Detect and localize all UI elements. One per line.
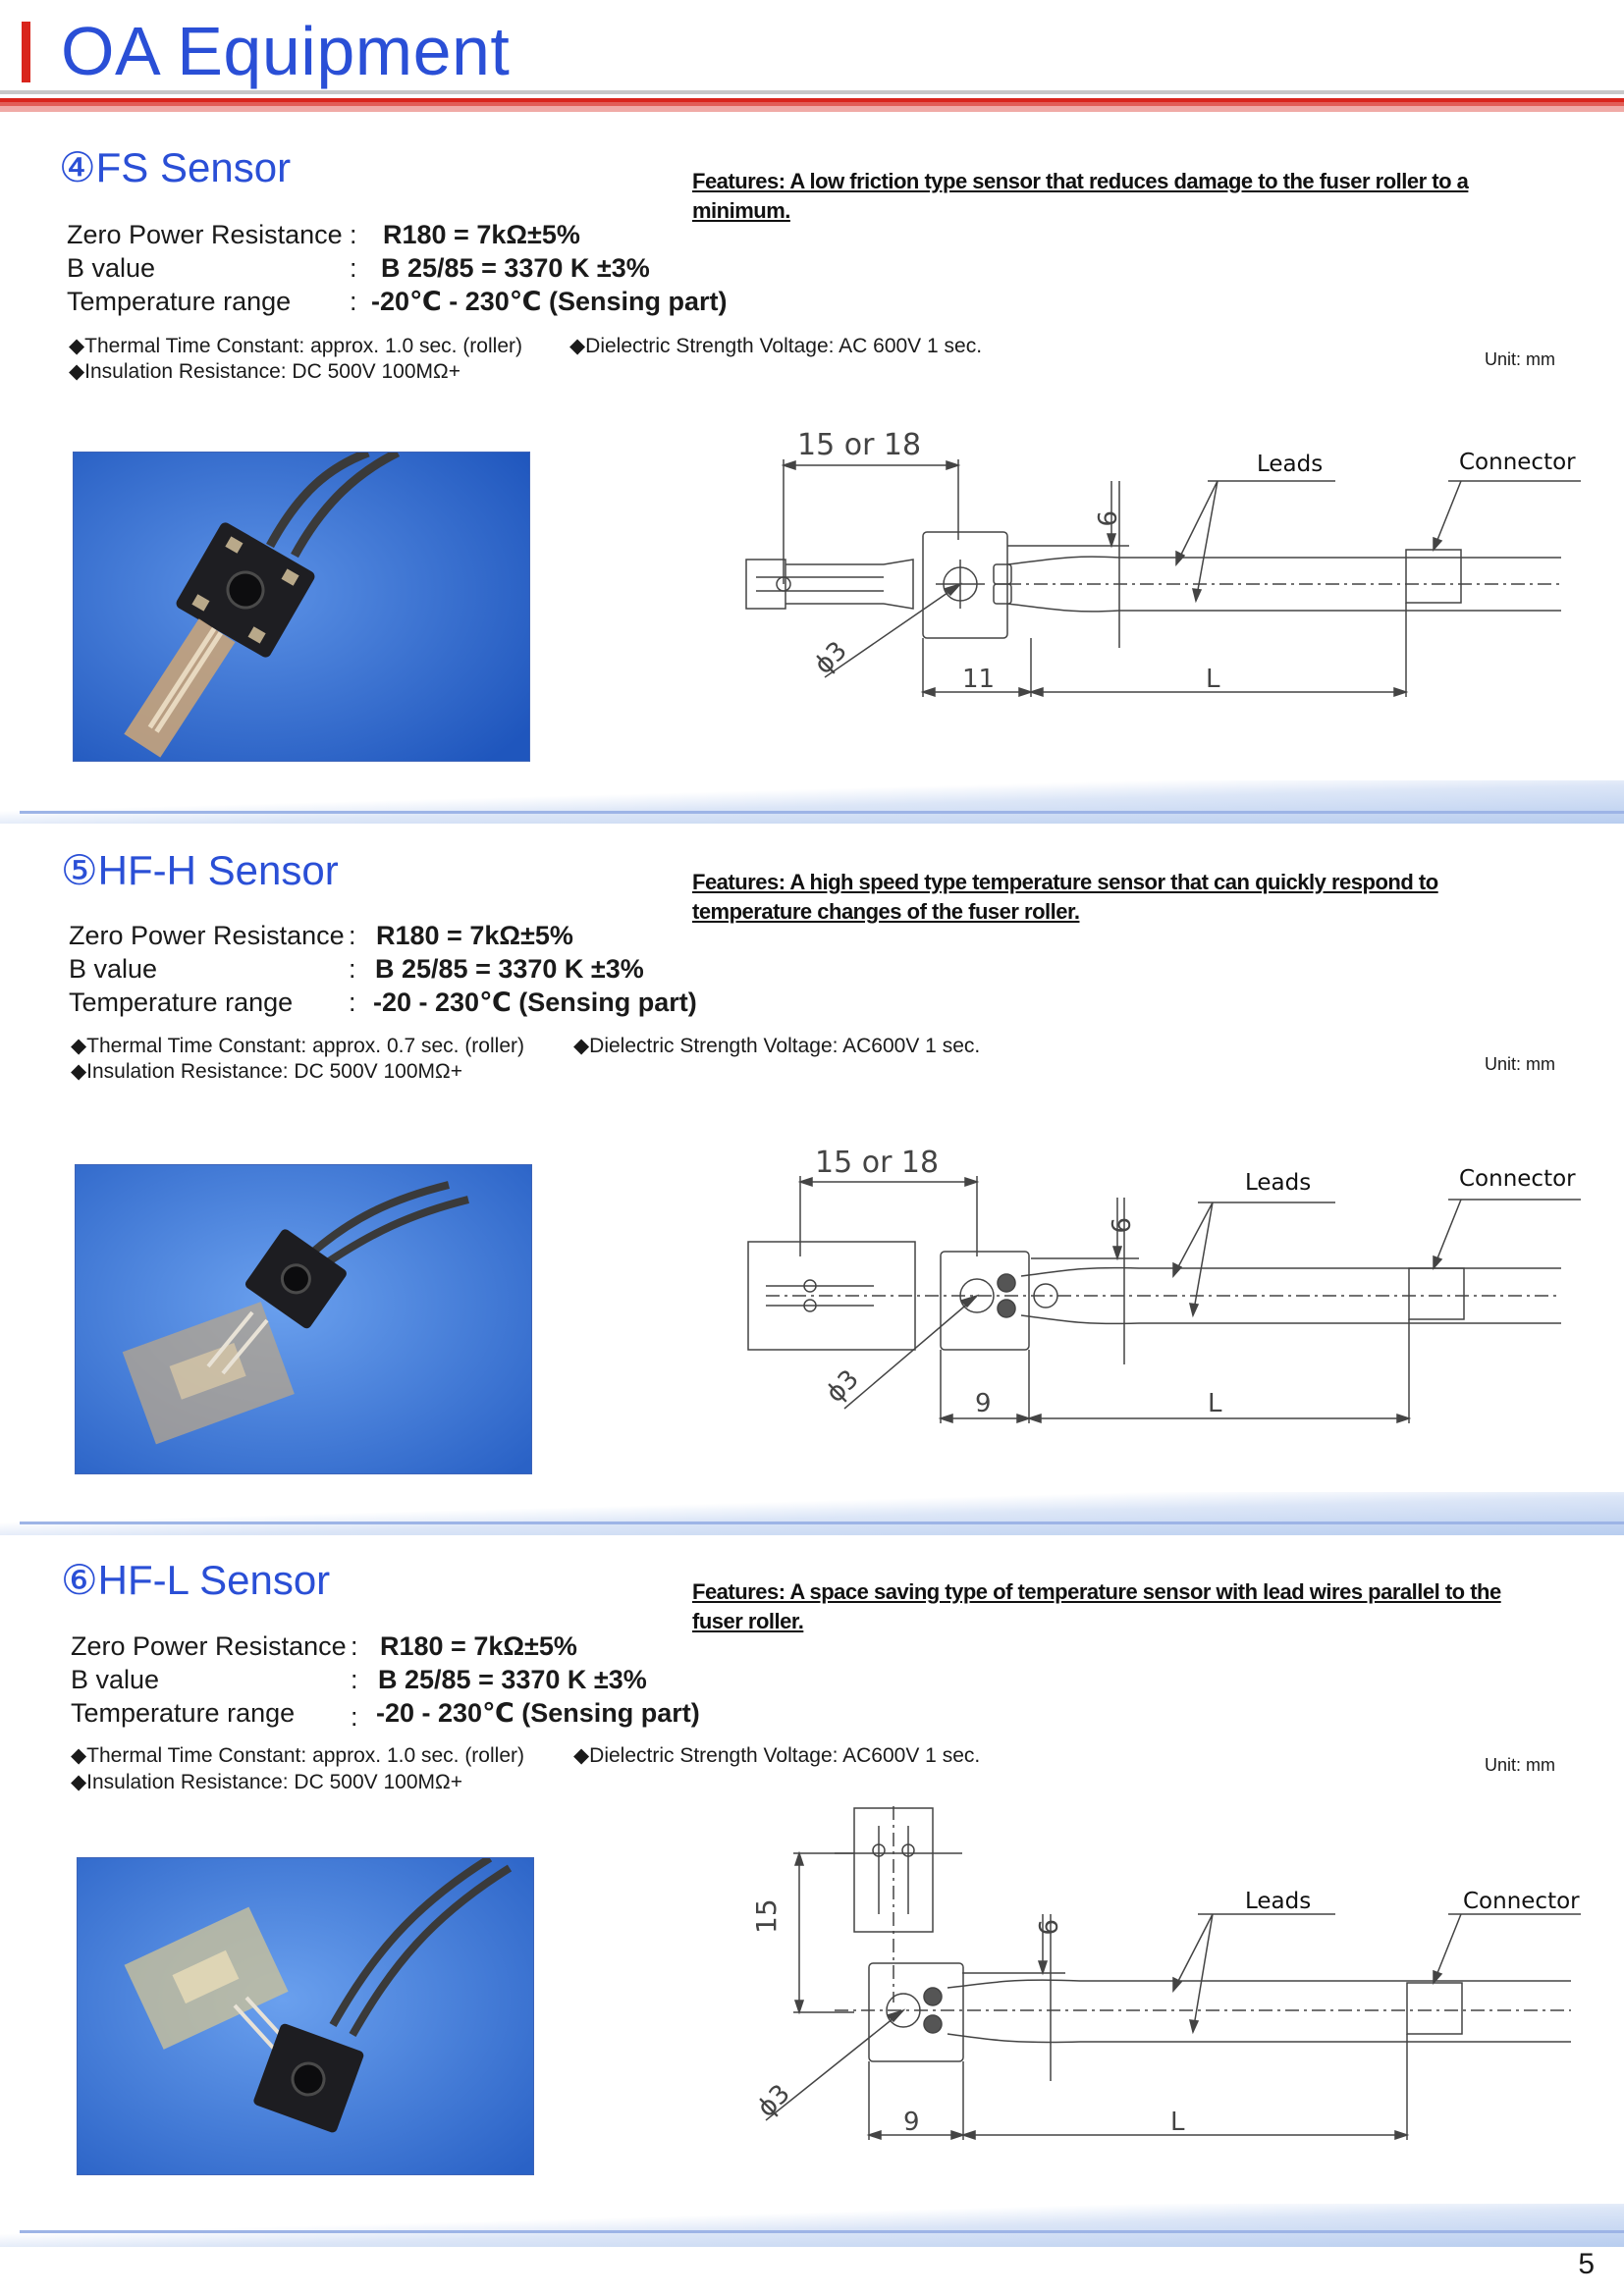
section-title-fs: ④FS Sensor: [59, 144, 292, 190]
temp-range-value: -20 - 230℃ (Sensing part): [376, 1698, 700, 1728]
leads-label: Leads: [1257, 452, 1324, 477]
dim-l: L: [1170, 2108, 1185, 2137]
dim-phi: ϕ3: [820, 1363, 865, 1409]
section-title-hf-h: ⑤HF-H Sensor: [61, 847, 339, 893]
title-accent-bar: [22, 22, 30, 82]
section-divider-line: [20, 2230, 1624, 2233]
note-thermal-time: ◆Thermal Time Constant: approx. 1.0 sec. (roller): [71, 1744, 524, 1767]
b-value-label: B value: [69, 954, 158, 984]
dimension-drawing-hf-l: [727, 1806, 1591, 2160]
spec-colon: :: [350, 287, 357, 316]
temp-range-value: -20℃ - 230℃ (Sensing part): [371, 287, 728, 316]
dim-bottom: 9: [903, 2108, 920, 2137]
dim-side: 9: [1091, 510, 1120, 527]
spec-colon: :: [349, 921, 356, 950]
note-thermal-time: ◆Thermal Time Constant: approx. 0.7 sec. (roller): [71, 1035, 524, 1057]
dim-l: L: [1208, 1389, 1222, 1418]
dimension-drawing-fs: [727, 422, 1591, 717]
features-hf-l: Features: A space saving type of temperature sensor with lead wires parallel to the fuser roller.: [692, 1579, 1501, 1633]
dim-top: 15 or 18: [797, 428, 922, 462]
dim-bottom: 9: [975, 1389, 992, 1418]
section-divider: [0, 780, 1624, 824]
note-insulation: ◆Insulation Resistance: DC 500V 100MΩ+: [71, 1771, 462, 1793]
product-photo-hf-h: [75, 1164, 532, 1474]
dim-l: L: [1206, 665, 1220, 694]
dim-bottom: 11: [962, 665, 996, 694]
features-hf-h: Features: A high speed type temperature sensor that can quickly respond to temperature changes of the fuser roller.: [692, 870, 1438, 924]
b-value: B 25/85 = 3370 K ±3%: [375, 954, 644, 984]
note-dielectric: ◆Dielectric Strength Voltage: AC600V 1 sec.: [573, 1744, 981, 1767]
spec-colon: :: [349, 954, 356, 984]
title-red-band: [0, 98, 1624, 112]
page-number: 5: [1578, 2248, 1595, 2280]
dim-side: 9: [1105, 1217, 1134, 1234]
section-title-hf-l: ⑥HF-L Sensor: [61, 1557, 331, 1603]
connector-label: Connector: [1459, 1166, 1576, 1192]
temp-range-label: Temperature range: [71, 1698, 296, 1728]
product-photo-fs: [73, 452, 530, 762]
zero-power-value: R180 = 7kΩ±5%: [383, 220, 580, 249]
temp-range-label: Temperature range: [69, 988, 294, 1017]
spec-colon: :: [351, 1665, 358, 1694]
temp-range-label: Temperature range: [67, 287, 292, 316]
temp-range-value: -20 - 230℃ (Sensing part): [373, 988, 697, 1017]
dim-phi: ϕ3: [751, 2078, 796, 2123]
unit-label: Unit: mm: [1485, 349, 1555, 369]
section-divider-line: [20, 811, 1624, 814]
dim-side: 9: [1032, 1919, 1061, 1936]
dim-top: 15: [750, 1898, 783, 1934]
connector-label: Connector: [1463, 1889, 1580, 1914]
zero-power-value: R180 = 7kΩ±5%: [380, 1631, 577, 1661]
unit-label: Unit: mm: [1485, 1054, 1555, 1074]
b-value-label: B value: [67, 253, 156, 283]
zero-power-label: Zero Power Resistance: [71, 1631, 347, 1661]
b-value: B 25/85 = 3370 K ±3%: [378, 1665, 647, 1694]
zero-power-label: Zero Power Resistance: [67, 220, 343, 249]
section-divider: [0, 1492, 1624, 1535]
note-insulation: ◆Insulation Resistance: DC 500V 100MΩ+: [69, 360, 460, 383]
zero-power-label: Zero Power Resistance: [69, 921, 345, 950]
title-rule: [0, 90, 1624, 94]
spec-colon: :: [351, 1702, 358, 1732]
note-dielectric: ◆Dielectric Strength Voltage: AC 600V 1 sec.: [569, 335, 983, 357]
page-title: OA Equipment: [61, 13, 511, 89]
dim-phi: ϕ3: [808, 635, 853, 680]
note-dielectric: ◆Dielectric Strength Voltage: AC600V 1 sec.: [573, 1035, 981, 1057]
spec-colon: :: [350, 253, 357, 283]
section-divider: [0, 2204, 1624, 2247]
spec-colon: :: [350, 220, 357, 249]
dimension-drawing-hf-h: [727, 1139, 1591, 1433]
note-thermal-time: ◆Thermal Time Constant: approx. 1.0 sec. (roller): [69, 335, 522, 357]
spec-colon: :: [349, 988, 356, 1017]
note-insulation: ◆Insulation Resistance: DC 500V 100MΩ+: [71, 1060, 462, 1083]
section-divider-line: [20, 1522, 1624, 1524]
b-value: B 25/85 = 3370 K ±3%: [381, 253, 650, 283]
b-value-label: B value: [71, 1665, 160, 1694]
leads-label: Leads: [1245, 1170, 1312, 1196]
unit-label: Unit: mm: [1485, 1755, 1555, 1775]
connector-label: Connector: [1459, 450, 1576, 475]
product-photo-hf-l: [77, 1857, 534, 2175]
features-fs: Features: A low friction type sensor that reduces damage to the fuser roller to a minimum.: [692, 169, 1469, 223]
dim-top: 15 or 18: [815, 1146, 940, 1180]
leads-label: Leads: [1245, 1889, 1312, 1914]
zero-power-value: R180 = 7kΩ±5%: [376, 921, 573, 950]
spec-colon: :: [351, 1631, 358, 1661]
